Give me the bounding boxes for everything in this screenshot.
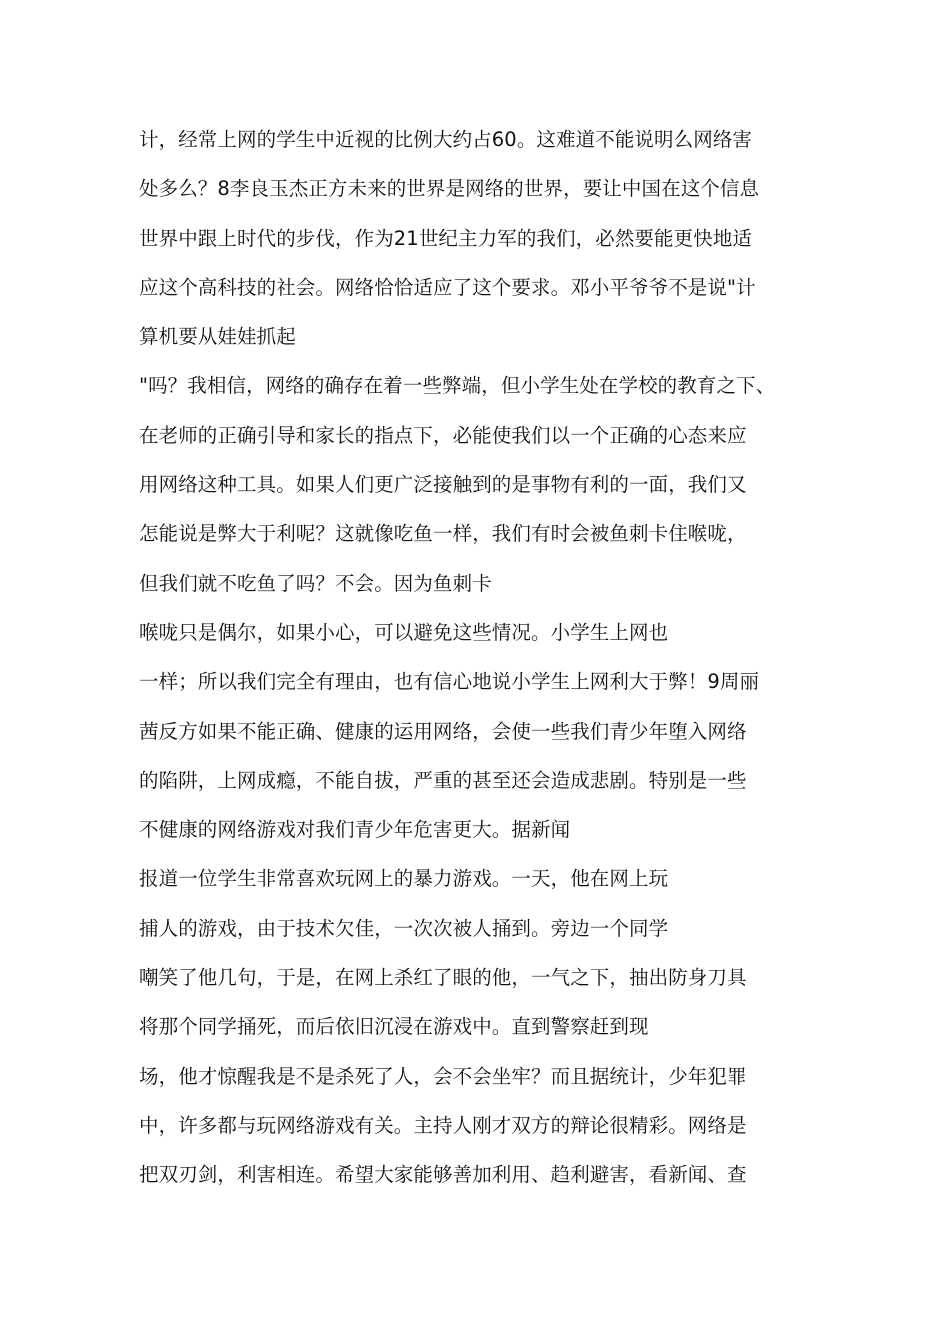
text-line-13: 茜反方如果不能正确、健康的运用网络，会使一些我们青少年堕入网络 [139,719,747,743]
text-line-4: 应这个高科技的社会。网络恰恰适应了这个要求。邓小平爷爷不是说"计 [139,275,756,299]
text-line-7: 在老师的正确引导和家长的指点下，必能使我们以一个正确的心态来应 [139,423,747,447]
text-line-9: 怎能说是弊大于利呢？这就像吃鱼一样，我们有时会被鱼刺卡住喉咙， [139,522,747,546]
text-line-6: "吗？我相信，网络的确存在着一些弊端，但小学生处在学校的教育之下、 [139,374,776,398]
text-line-20: 场，他才惊醒我是不是杀死了人，会不会坐牢？而且据统计，少年犯罪 [139,1064,747,1088]
text-line-19: 将那个同学捅死，而后依旧沉浸在游戏中。直到警察赶到现 [139,1015,649,1039]
text-line-10: 但我们就不吃鱼了吗？不会。因为鱼刺卡 [139,571,492,595]
text-line-2: 处多么？8李良玉杰正方未来的世界是网络的世界，要让中国在这个信息 [139,177,760,201]
text-line-3: 世界中跟上时代的步伐，作为21世纪主力军的我们，必然要能更快地适 [139,226,753,250]
text-line-17: 捕人的游戏，由于技术欠佳，一次次被人捅到。旁边一个同学 [139,916,669,940]
text-line-8: 用网络这种工具。如果人们更广泛接触到的是事物有利的一面，我们又 [139,473,747,497]
text-line-5: 算机要从娃娃抓起 [139,325,296,349]
document-body [139,122,839,1207]
text-line-18: 嘲笑了他几句，于是，在网上杀红了眼的他，一气之下，抽出防身刀具 [139,966,747,990]
text-line-16: 报道一位学生非常喜欢玩网上的暴力游戏。一天，他在网上玩 [139,867,669,891]
text-line-11: 喉咙只是偶尔，如果小心，可以避免这些情况。小学生上网也 [139,620,669,644]
text-line-21: 中，许多都与玩网络游戏有关。主持人刚才双方的辩论很精彩。网络是 [139,1113,747,1137]
text-line-15: 不健康的网络游戏对我们青少年危害更大。据新闻 [139,818,571,842]
text-line-12: 一样；所以我们完全有理由，也有信心地说小学生上网利大于弊！9周丽 [139,670,760,694]
text-line-1: 计，经常上网的学生中近视的比例大约占60。这难道不能说明么网络害 [139,128,753,151]
text-line-14: 的陷阱，上网成瘾，不能自拔，严重的甚至还会造成悲剧。特别是一些 [139,768,747,792]
text-line-22: 把双刃剑，利害相连。希望大家能够善加利用、趋利避害，看新闻、查 [139,1163,747,1187]
